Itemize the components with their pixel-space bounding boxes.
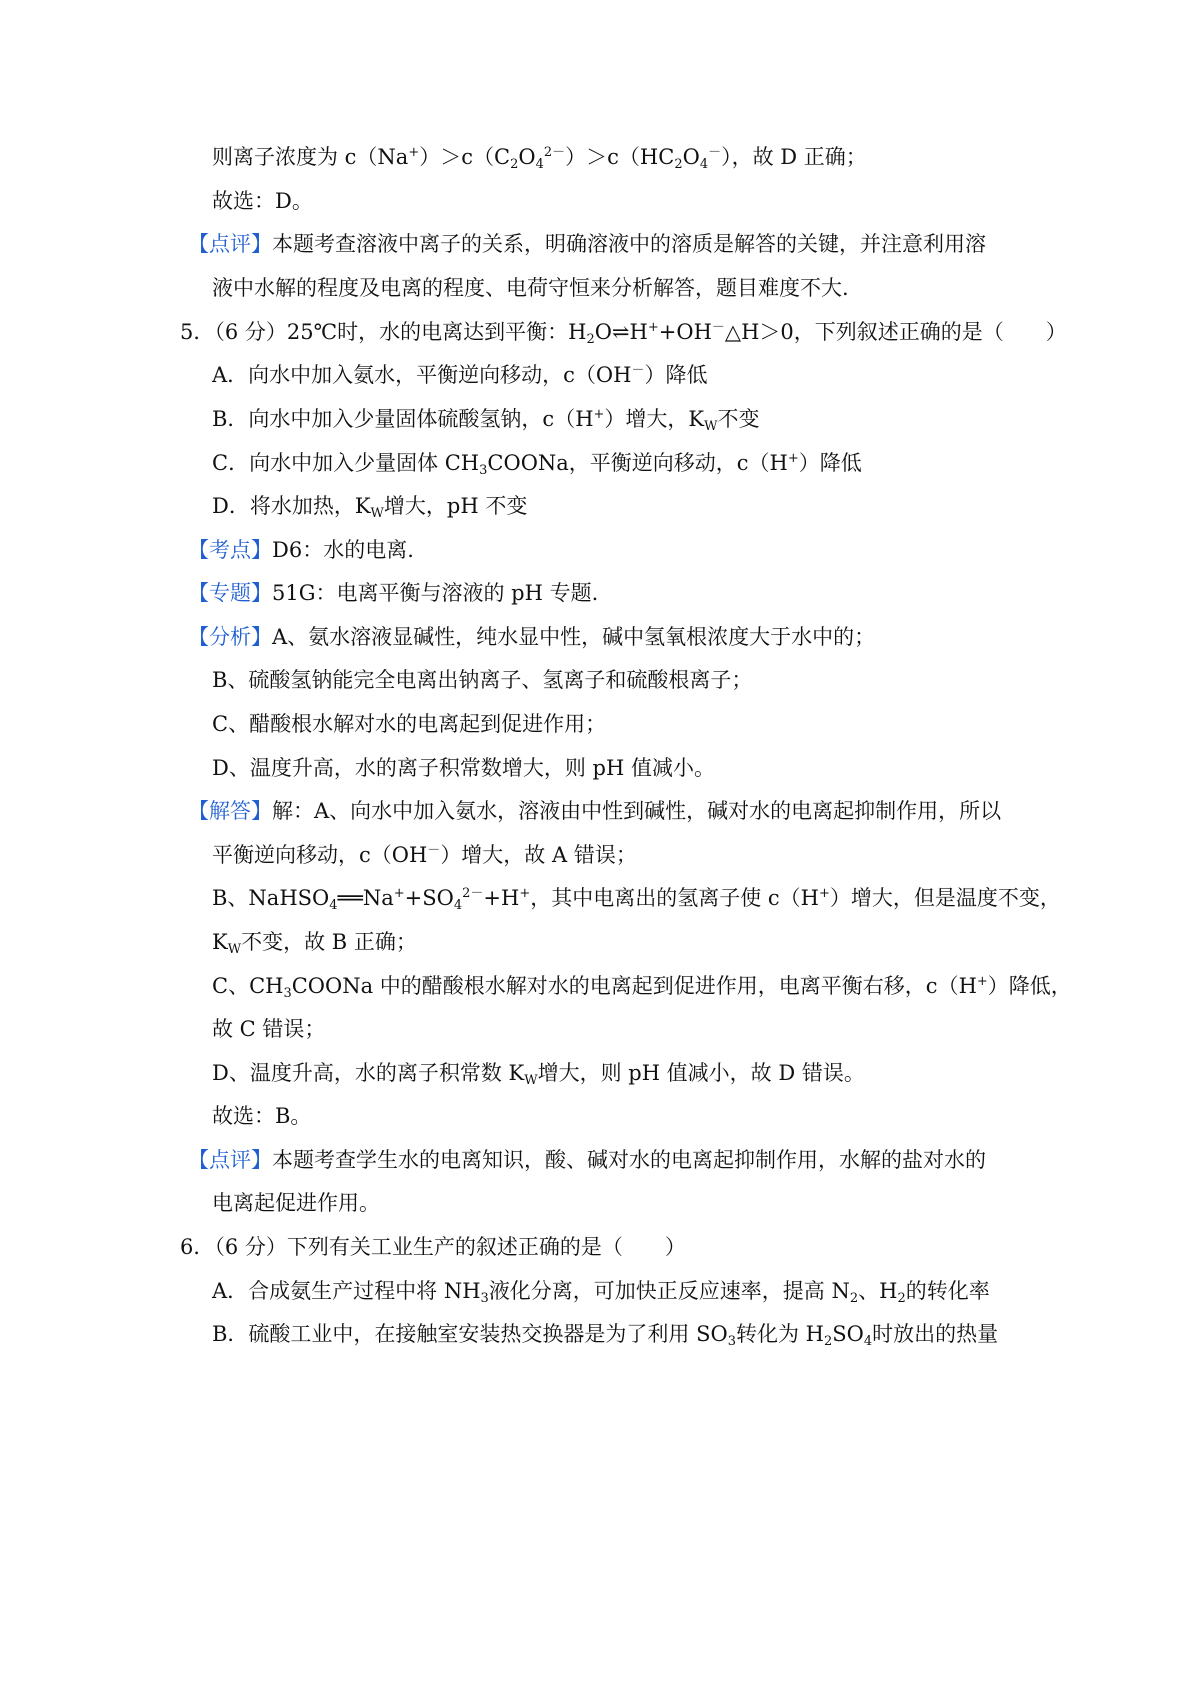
q5-solution-line-6: 故 C 错误； [212,1017,326,1041]
q5-solution-line-3: B、$NaHSO_4══Na^++SO_4^{2-}+H^+$，其中电离出的氢离子使 c（H+）增大，但是温度不变， [212,886,1061,913]
q5-option-b: B．向水中加入少量固体硫酸氢钠，c（H+）增大，$K_W$不变 [212,407,760,434]
q5-analysis-b: B、硫酸氢钠能完全电离出钠离子、氢离子和硫酸根离子； [212,668,753,692]
analysis-tag: 【分析】 [188,625,272,649]
q6-option-a: A．合成氨生产过程中将 $NH_3$液化分离，可加快正反应速率，提高 $N_2$、$H_2$的转化率 [212,1279,990,1306]
q5-choice: 故选：B。 [212,1104,312,1128]
comment-tag: 【点评】 [188,232,272,256]
q6-stem: 6．（6 分）下列有关工业生产的叙述正确的是（ ） [180,1235,686,1259]
point-tag: 【考点】 [188,538,272,562]
q5-solution-line-1: 【解答】解：A、向水中加入氨水，溶液由中性到碱性，碱对水的电离起抑制作用，所以 [188,799,1002,823]
q5-solution-line-5: C、$CH_3COONa$ 中的醋酸根水解对水的电离起到促进作用，电离平衡右移，c（H+）降低， [212,974,1072,1001]
q4-comment-line-2: 液中水解的程度及电离的程度、电荷守恒来分析解答，题目难度不大. [212,276,849,300]
q5-topic: 【专题】51G：电离平衡与溶液的 pH 专题. [188,581,599,605]
q5-option-c: C．向水中加入少量固体 $CH_3COONa$，平衡逆向移动，c（H+）降低 [212,451,862,478]
q5-solution-line-4: $K_W$不变，故 B 正确； [212,930,417,957]
q5-analysis-c: C、醋酸根水解对水的电离起到促进作用； [212,712,607,736]
topic-tag: 【专题】 [188,581,272,605]
q5-analysis-d: D、温度升高，水的离子积常数增大，则 pH 值减小。 [212,756,715,780]
q5-option-a: A．向水中加入氨水，平衡逆向移动，c（OH－）降低 [212,363,708,387]
q5-analysis-a: 【分析】A、氨水溶液显碱性，纯水显中性，碱中氢氧根浓度大于水中的； [188,625,876,649]
q5-comment-line-1: 【点评】本题考查学生水的电离知识，酸、碱对水的电离起抑制作用，水解的盐对水的 [188,1148,986,1172]
q5-point: 【考点】D6：水的电离. [188,538,414,562]
q5-solution-line-7: D、温度升高，水的离子积常数 $K_W$增大，则 pH 值减小，故 D 错误。 [212,1061,865,1088]
q4-concentration-line: 则离子浓度为 $c(Na^+)>c(C_2O_4^{2-})>c(HC_2O_4^-)$，故 D 正确； [212,145,867,172]
q6-option-b: B．硫酸工业中，在接触室安装热交换器是为了利用 $SO_3$转化为 $H_2SO_4$时放出的热量 [212,1322,999,1349]
q5-option-d: D．将水加热，$K_W$增大，pH 不变 [212,494,528,521]
q5-comment-line-2: 电离起促进作用。 [212,1191,380,1215]
q4-choice: 故选：D。 [212,189,313,213]
q5-solution-line-2: 平衡逆向移动，c（OH－）增大，故 A 错误； [212,843,637,867]
q4-comment-line-1: 【点评】本题考查溶液中离子的关系，明确溶液中的溶质是解答的关键，并注意利用溶 [188,232,986,256]
solution-tag: 【解答】 [188,799,272,823]
comment-tag: 【点评】 [188,1148,272,1172]
q5-stem: 5．（6 分）25℃时，水的电离达到平衡：$H_2O\rightleftharpoons H^++OH^-\triangle H>0$，下列叙述正确的是（ ） [180,320,1067,347]
